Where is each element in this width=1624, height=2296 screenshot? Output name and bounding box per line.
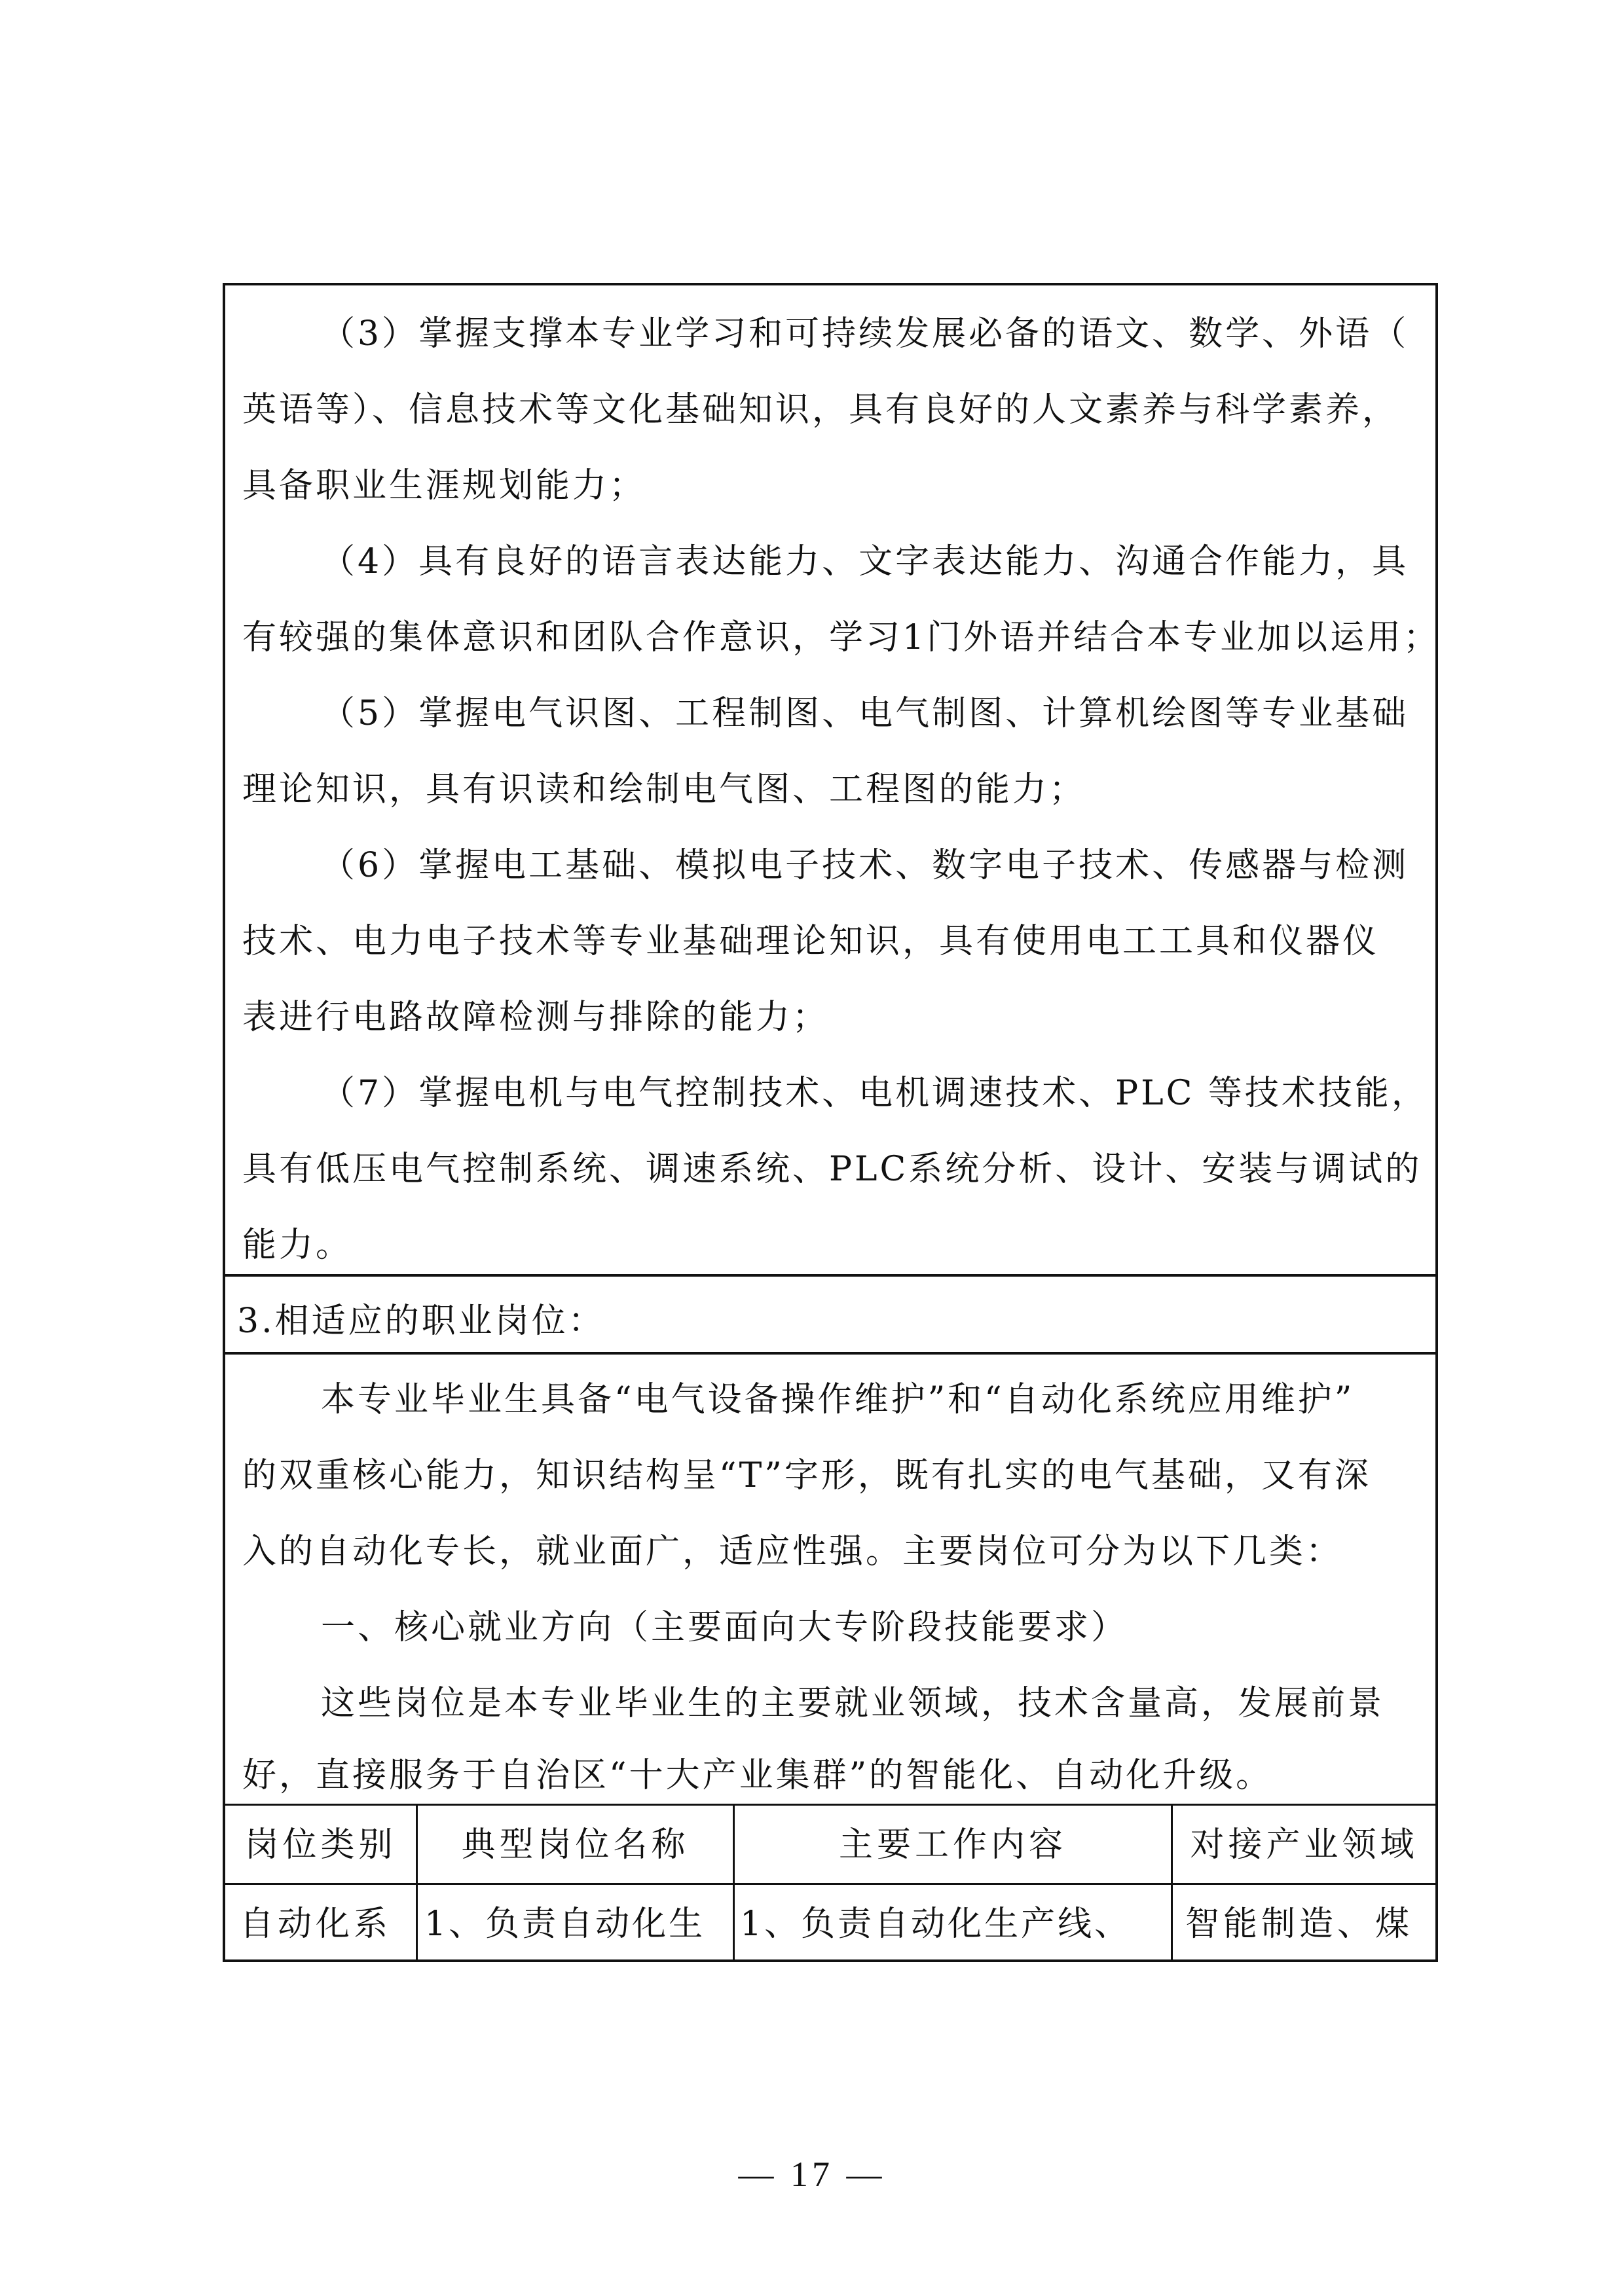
paragraph-line: 好，直接服务于自治区“十大产业集群”的智能化、自动化升级。 xyxy=(242,1756,1273,1795)
paragraph-line: （3）掌握支撑本专业学习和可持续发展必备的语文、数学、外语（ xyxy=(321,314,1409,354)
paragraph-line: （6）掌握电工基础、模拟电子技术、数字电子技术、传感器与检测 xyxy=(321,846,1409,885)
paragraph-line: 英语等）、信息技术等文化基础知识，具有良好的人文素养与科学素养， xyxy=(242,390,1399,429)
table-header-cell: 主要工作内容 xyxy=(838,1825,1067,1865)
paragraph-line: （4）具有良好的语言表达能力、文字表达能力、沟通合作能力，具 xyxy=(321,542,1409,581)
row-divider xyxy=(223,1352,1438,1355)
row-divider xyxy=(223,1274,1438,1277)
table-header-cell: 对接产业领域 xyxy=(1190,1825,1418,1865)
paragraph-line: 本专业毕业生具备“电气设备操作维护”和“自动化系统应用维护” xyxy=(321,1380,1355,1419)
paragraph-line: （5）掌握电气识图、工程制图、电气制图、计算机绘图等专业基础 xyxy=(321,694,1409,733)
paragraph-line: 有较强的集体意识和团队合作意识，学习1门外语并结合本专业加以运用； xyxy=(242,618,1441,657)
table-cell: 智能制造、煤 xyxy=(1185,1904,1414,1944)
section-heading: 3.相适应的职业岗位： xyxy=(237,1302,605,1341)
paragraph-line: 的双重核心能力，知识结构呈“T”字形，既有扎实的电气基础，又有深 xyxy=(242,1456,1371,1495)
table-row-border xyxy=(223,1883,1438,1885)
table-cell: 1、负责自动化生产线、 xyxy=(740,1904,1132,1944)
paragraph-line: 表进行电路故障检测与排除的能力； xyxy=(242,998,830,1037)
paragraph-line: 技术、电力电子技术等专业基础理论知识，具有使用电工工具和仪器仪 xyxy=(242,922,1380,961)
table-header-cell: 典型岗位名称 xyxy=(461,1825,690,1865)
paragraph-line: 具有低压电气控制系统、调速系统、PLC系统分析、设计、安装与调试的 xyxy=(242,1150,1422,1189)
paragraph-line: （7）掌握电机与电气控制技术、电机调速技术、PLC 等技术技能， xyxy=(321,1074,1428,1113)
table-cell: 自动化系 xyxy=(240,1904,392,1944)
paragraph-line: 这些岗位是本专业毕业生的主要就业领域，技术含量高，发展前景 xyxy=(321,1684,1385,1723)
paragraph-line: 理论知识，具有识读和绘制电气图、工程图的能力； xyxy=(242,770,1086,809)
subheading-line: 一、核心就业方向（主要面向大专阶段技能要求） xyxy=(321,1608,1128,1647)
paragraph-line: 能力。 xyxy=(242,1226,353,1265)
page-number: — 17 — xyxy=(738,2155,886,2194)
paragraph-line: 具备职业生涯规划能力； xyxy=(242,466,646,505)
paragraph-line: 入的自动化专长，就业面广，适应性强。主要岗位可分为以下几类： xyxy=(242,1532,1343,1571)
table-cell: 1、负责自动化生 xyxy=(424,1904,706,1944)
table-header-cell: 岗位类别 xyxy=(244,1825,397,1865)
table-top-border xyxy=(223,1804,1438,1806)
